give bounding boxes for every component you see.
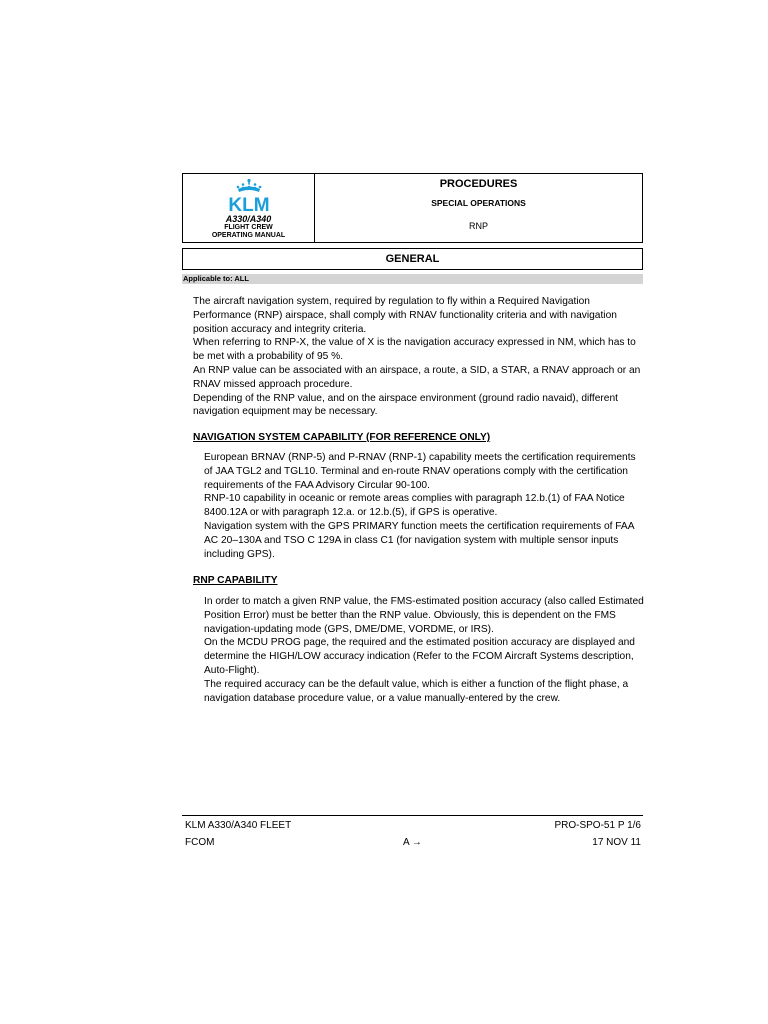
subject-title: RNP — [468, 221, 488, 231]
klm-logo-text: KLM — [227, 195, 270, 214]
text-line: In order to match a given RNP value, the FMS-estimated position accuracy (also called Estimated — [204, 596, 644, 607]
klm-logo — [219, 178, 279, 214]
chapter-title: PROCEDURES — [439, 178, 518, 190]
footer-doc: FCOM — [185, 837, 215, 848]
footer-divider — [182, 815, 643, 816]
intro-paragraph — [193, 295, 643, 419]
text-line: 8400.12A or with paragraph 12.a. or 12.b.(5), if GPS is operative. — [204, 507, 498, 519]
text-line: On the MCDU PROG page, the required and the estimated position accuracy are displayed and — [204, 637, 635, 649]
general-title: GENERAL — [182, 248, 643, 270]
text-line: requirements of the FAA Advisory Circular 90-100. — [204, 479, 430, 491]
text-line: Navigation system with the GPS PRIMARY function meets the certification requirements of FAA — [204, 520, 635, 532]
footer-fleet: KLM A330/A340 FLEET — [185, 820, 292, 831]
text-line: including GPS). — [204, 548, 275, 560]
text-line: AC 20–130A and TSO C 129A in class C1 (for navigation system with multiple sensor inputs — [204, 534, 619, 546]
manual-title-line2: OPERATING MANUAL — [211, 232, 286, 239]
text-line: An RNP value can be associated with an airspace, a route, a SID, a STAR, a RNAV approach or an — [193, 364, 641, 376]
text-line: RNP-10 capability in oceanic or remote areas complies with paragraph 12.b.(1) of FAA Notice — [204, 493, 625, 505]
text-line: When referring to RNP-X, the value of X is the navigation accuracy expressed in NM, which has to — [193, 337, 636, 349]
section-heading-nav-capability: NAVIGATION SYSTEM CAPABILITY (FOR REFERENCE ONLY) — [193, 432, 491, 443]
manual-title-line1: FLIGHT CREW — [224, 224, 273, 231]
text-line: Depending of the RNP value, and on the airspace environment (ground radio navaid), different — [193, 392, 618, 404]
footer-page-ref: PRO-SPO-51 P 1/6 — [554, 820, 641, 831]
text-line: The aircraft navigation system, required by regulation to fly within a Required Navigation — [193, 296, 590, 307]
text-line: navigation equipment may be necessary. — [193, 406, 378, 418]
footer-revision: A → — [403, 837, 422, 848]
applicability-bar: Applicable to: ALL — [182, 274, 643, 284]
text-line: navigation-updating mode (GPS, DME/DME, VORDME, or IRS). — [204, 623, 494, 635]
text-line: Auto-Flight). — [204, 664, 260, 676]
footer-date: 17 NOV 11 — [592, 837, 641, 848]
rnp-capability-paragraph — [204, 595, 644, 705]
nav-capability-paragraph — [204, 451, 644, 561]
section-title: SPECIAL OPERATIONS — [431, 198, 526, 208]
section-heading-rnp-capability: RNP CAPABILITY — [193, 575, 278, 586]
text-line: of JAA TGL2 and TGL10. Terminal and en-route RNAV operations comply with the certification — [204, 465, 628, 477]
header-box — [182, 173, 643, 243]
aircraft-type: A330/A340 — [225, 214, 272, 224]
title-cell — [315, 174, 642, 242]
text-line: European BRNAV (RNP-5) and P-RNAV (RNP-1) capability meets the certification requirements — [204, 452, 636, 463]
text-line: position accuracy and integrity criteria. — [193, 323, 367, 335]
text-line: determine the HIGH/LOW accuracy indication (Refer to the FCOM Aircraft Systems description, — [204, 651, 634, 663]
text-line: navigation database procedure value, or a value manually-entered by the crew. — [204, 692, 561, 704]
text-line: The required accuracy can be the default value, which is either a function of the flight phase, a — [204, 678, 629, 690]
logo-cell — [183, 174, 315, 242]
text-line: Position Error) must be better than the RNP value. Obviously, this is dependent on the FMS — [204, 609, 616, 621]
text-line: be met with a probability of 95 %. — [193, 351, 344, 363]
text-line: RNAV missed approach procedure. — [193, 378, 353, 390]
text-line: Performance (RNP) airspace, shall comply with RNAV functionality criteria and with navigation — [193, 309, 617, 321]
